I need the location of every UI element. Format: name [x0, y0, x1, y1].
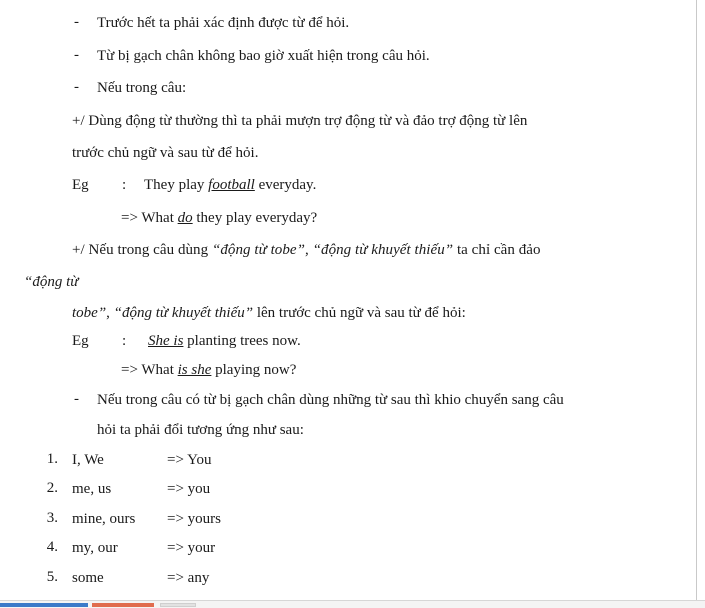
eg2-underlined-words: She is — [148, 333, 184, 349]
bullet-dash: - — [74, 14, 79, 30]
eg2-label: Eg — [72, 333, 89, 349]
bullet-text-1: Trước hết ta phải xác định được từ để hỏi. — [97, 15, 350, 31]
eg2-post: planting trees now. — [183, 333, 301, 349]
bullet-text-2: Từ bị gạch chân không bao giờ xuất hiện trong câu hỏi. — [97, 48, 430, 64]
eg1-answer-pre: => What — [121, 210, 178, 226]
eg2-answer-pre: => What — [121, 362, 178, 378]
eg1-pre: They play — [144, 177, 209, 193]
list-item-from: my, our — [72, 540, 118, 556]
list-item-from: me, us — [72, 481, 112, 497]
eg2-colon: : — [122, 333, 127, 349]
bottom-tab-blue[interactable] — [0, 603, 88, 607]
bottom-tab-grey[interactable] — [160, 603, 196, 607]
list-item-to: => yours — [167, 511, 222, 527]
list-number: 2. — [46, 480, 58, 496]
rule2-comma-2: , — [106, 305, 114, 321]
rule2-modal-2: “động từ khuyết thiếu” — [113, 305, 254, 321]
eg2-sentence — [148, 332, 301, 350]
rule2-modal: “động từ khuyết thiếu” — [312, 242, 454, 258]
bullet-dash: - — [74, 391, 79, 407]
eg1-sentence — [144, 176, 316, 194]
eg1-answer-post: they play everyday? — [192, 210, 318, 226]
eg2-answer-underlined: is she — [177, 362, 212, 378]
bullet-text-3: Nếu trong câu: — [97, 80, 187, 96]
eg1-underlined-word: football — [208, 177, 255, 193]
rule2-line1-pre: +/ Nếu trong câu dùng — [72, 242, 212, 258]
eg1-post: everyday. — [254, 177, 317, 193]
list-item-to: => You — [167, 452, 212, 468]
bottom-tab-red[interactable] — [92, 603, 154, 607]
rule2-tobe: “động từ tobe” — [211, 242, 306, 258]
rule2-line2: “động từ — [24, 274, 79, 290]
list-number: 5. — [46, 569, 58, 585]
eg1-colon: : — [122, 177, 127, 193]
page-right-border — [696, 0, 697, 607]
eg2-answer-post: playing now? — [211, 362, 297, 378]
rule1-line1: +/ Dùng động từ thường thì ta phải mượn trợ động từ và đảo trợ động từ lên — [72, 113, 528, 129]
list-number: 3. — [46, 510, 58, 526]
rule2-line1 — [72, 241, 541, 259]
list-number: 4. — [46, 539, 58, 555]
list-item-to: => you — [167, 481, 211, 497]
bullet-dash: - — [74, 79, 79, 95]
bullet4-line1: Nếu trong câu có từ bị gạch chân dùng những từ sau thì khio chuyển sang câu — [97, 392, 564, 408]
list-item-to: => your — [167, 540, 216, 556]
rule2-line3 — [72, 304, 466, 322]
rule2-line1-post: ta chỉ cần đảo — [453, 242, 541, 258]
list-item-from: some — [72, 570, 104, 586]
list-item-from: mine, ours — [72, 511, 136, 527]
rule2-tobe-2: tobe” — [72, 305, 107, 321]
eg2-answer — [121, 361, 296, 379]
eg1-answer — [121, 209, 317, 227]
eg1-label: Eg — [72, 177, 89, 193]
rule2-line3-post: lên trước chủ ngữ và sau từ để hỏi: — [253, 305, 466, 321]
rule1-line2: trước chủ ngữ và sau từ để hỏi. — [72, 145, 259, 161]
bullet-dash: - — [74, 47, 79, 63]
list-item-from: I, We — [72, 452, 104, 468]
list-number: 1. — [46, 451, 58, 467]
list-item-to: => any — [167, 570, 210, 586]
bullet4-line2: hỏi ta phải đổi tương ứng như sau: — [97, 422, 304, 438]
eg1-answer-underlined: do — [177, 210, 193, 226]
rule2-comma: , — [305, 242, 313, 258]
